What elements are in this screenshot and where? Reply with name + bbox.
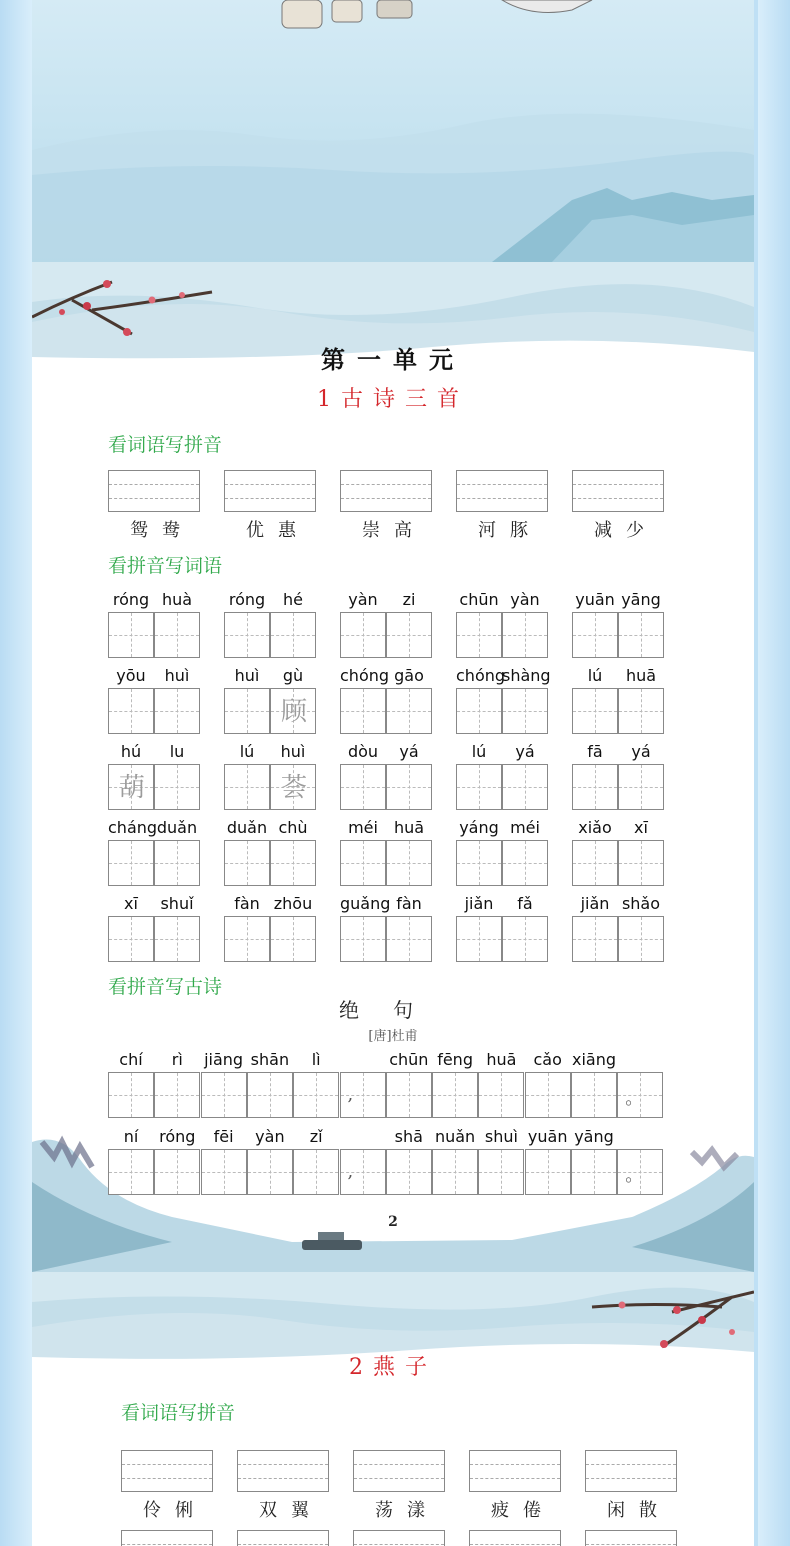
pinyin-syllable: shǎo	[621, 894, 661, 913]
pinyin-answer-box[interactable]	[108, 470, 200, 512]
character-writing-box[interactable]	[386, 688, 432, 734]
word-label: 疲倦	[491, 1500, 555, 1521]
character-writing-box[interactable]	[386, 1072, 432, 1118]
character-writing-box[interactable]	[456, 916, 502, 962]
character-writing-box[interactable]	[525, 1149, 571, 1195]
pinyin-syllable: dòu	[347, 742, 379, 761]
pinyin-syllable: guǎng	[340, 894, 391, 913]
character-writing-box[interactable]	[154, 1072, 200, 1118]
character-writing-box[interactable]	[108, 1149, 154, 1195]
character-writing-box[interactable]	[340, 764, 386, 810]
pinyin-syllable: yuān	[575, 590, 615, 609]
word-label: 鸳鸯	[130, 520, 194, 541]
worksheet-page-2	[32, 1272, 754, 1546]
pinyin-syllable: shā	[394, 1127, 423, 1146]
pinyin-syllable: chóng	[340, 666, 390, 685]
pinyin-syllable: jiǎn	[464, 894, 494, 913]
pinyin-syllable: zhōu	[273, 894, 313, 913]
character-writing-box[interactable]	[154, 612, 200, 658]
character-writing-box[interactable]	[224, 688, 270, 734]
pinyin-syllable: shuì	[484, 1127, 518, 1146]
pinyin-answer-box[interactable]	[469, 1530, 561, 1546]
character-writing-box[interactable]	[571, 1149, 617, 1195]
character-writing-box[interactable]	[224, 764, 270, 810]
pinyin-syllable: xiǎo	[578, 818, 612, 837]
pinyin-answer-box[interactable]	[340, 470, 432, 512]
character-writing-box[interactable]	[572, 612, 618, 658]
lesson-title: 2燕子	[349, 1355, 437, 1380]
pinyin-syllable: méi	[348, 818, 378, 837]
character-writing-box[interactable]	[386, 612, 432, 658]
character-writing-box[interactable]	[571, 1072, 617, 1118]
pinyin-syllable: jiāng	[204, 1050, 244, 1069]
character-writing-box[interactable]	[386, 916, 432, 962]
character-writing-box[interactable]	[340, 688, 386, 734]
section-label-pinyin-to-poem: 看拼音写古诗	[108, 976, 223, 998]
character-writing-box[interactable]	[201, 1072, 247, 1118]
pinyin-syllable: huā	[486, 1050, 517, 1069]
pinyin-syllable: fàn	[396, 894, 422, 913]
character-writing-box[interactable]	[108, 764, 154, 810]
character-writing-box[interactable]	[224, 916, 270, 962]
pinyin-syllable: zǐ	[309, 1127, 323, 1146]
character-writing-box[interactable]	[502, 840, 548, 886]
character-writing-box[interactable]	[386, 764, 432, 810]
character-writing-box[interactable]	[293, 1072, 339, 1118]
character-writing-box[interactable]	[270, 840, 316, 886]
character-writing-box[interactable]	[572, 764, 618, 810]
character-writing-box[interactable]	[340, 1072, 386, 1118]
pinyin-syllable: yuān	[527, 1127, 568, 1146]
character-writing-box[interactable]	[478, 1149, 524, 1195]
poem-author: [唐]杜甫	[368, 1029, 418, 1044]
character-writing-box[interactable]	[270, 764, 316, 810]
pinyin-syllable: rì	[171, 1050, 183, 1069]
pinyin-answer-box[interactable]	[353, 1530, 445, 1546]
pinyin-syllable: lú	[239, 742, 255, 761]
pinyin-answer-box[interactable]	[585, 1450, 677, 1492]
pinyin-syllable: yá	[399, 742, 419, 761]
pinyin-syllable: xī	[634, 818, 648, 837]
character-writing-box[interactable]	[572, 916, 618, 962]
character-writing-box[interactable]	[432, 1149, 478, 1195]
pinyin-syllable: chūn	[389, 1050, 429, 1069]
character-writing-box[interactable]	[270, 916, 316, 962]
character-writing-box[interactable]	[270, 688, 316, 734]
pinyin-syllable: hú	[120, 742, 142, 761]
pinyin-answer-box[interactable]	[469, 1450, 561, 1492]
pinyin-syllable: lì	[311, 1050, 321, 1069]
pinyin-syllable: yàn	[510, 590, 540, 609]
pinyin-syllable: zi	[402, 590, 416, 609]
character-writing-box[interactable]	[456, 612, 502, 658]
word-label: 河豚	[478, 520, 542, 541]
pinyin-syllable: duǎn	[226, 818, 268, 837]
left-frame	[0, 0, 32, 1546]
character-writing-box[interactable]	[201, 1149, 247, 1195]
pinyin-syllable: fǎ	[517, 894, 533, 913]
pinyin-syllable: fā	[587, 742, 603, 761]
pinyin-syllable: huà	[161, 590, 193, 609]
character-hint: 顾	[280, 697, 307, 727]
pinyin-syllable: cǎo	[533, 1050, 562, 1069]
pinyin-syllable: yá	[631, 742, 651, 761]
punctuation-mark: ,	[347, 1161, 354, 1182]
pinyin-syllable: xiāng	[571, 1050, 616, 1069]
pinyin-syllable: shān	[250, 1050, 290, 1069]
character-writing-box[interactable]	[572, 688, 618, 734]
pinyin-syllable: shàng	[502, 666, 551, 685]
pinyin-answer-box[interactable]	[121, 1450, 213, 1492]
pinyin-syllable: lú	[587, 666, 603, 685]
character-writing-box[interactable]	[618, 764, 664, 810]
character-writing-box[interactable]	[340, 916, 386, 962]
pinyin-syllable: yàn	[255, 1127, 285, 1146]
character-writing-box[interactable]	[618, 688, 664, 734]
pinyin-syllable: huì	[234, 666, 260, 685]
pinyin-answer-box[interactable]	[585, 1530, 677, 1546]
character-writing-box[interactable]	[108, 840, 154, 886]
character-writing-box[interactable]	[154, 840, 200, 886]
pinyin-answer-box[interactable]	[237, 1530, 329, 1546]
character-writing-box[interactable]	[502, 764, 548, 810]
character-writing-box[interactable]	[432, 1072, 478, 1118]
pinyin-answer-box[interactable]	[456, 470, 548, 512]
pinyin-syllable: huì	[280, 742, 306, 761]
character-writing-box[interactable]	[154, 916, 200, 962]
top-banner-illustration	[32, 0, 754, 262]
lesson-title: 1古诗三首	[317, 387, 469, 412]
character-writing-box[interactable]	[456, 688, 502, 734]
character-writing-box[interactable]	[154, 764, 200, 810]
pinyin-answer-box[interactable]	[237, 1450, 329, 1492]
character-writing-box[interactable]	[502, 612, 548, 658]
pinyin-syllable: chí	[119, 1050, 143, 1069]
right-frame	[758, 0, 790, 1546]
word-label: 伶俐	[143, 1500, 207, 1521]
character-writing-box[interactable]	[525, 1072, 571, 1118]
word-label: 优惠	[246, 520, 310, 541]
pinyin-answer-box[interactable]	[353, 1450, 445, 1492]
pinyin-answer-box[interactable]	[224, 470, 316, 512]
pinyin-syllable: róng	[228, 590, 266, 609]
section-label-words-to-pinyin: 看词语写拼音	[108, 434, 223, 456]
pinyin-syllable: huā	[625, 666, 657, 685]
character-writing-box[interactable]	[108, 916, 154, 962]
pinyin-syllable: lu	[169, 742, 185, 761]
character-writing-box[interactable]	[502, 688, 548, 734]
pinyin-syllable: lú	[471, 742, 487, 761]
poem-title: 绝句	[339, 998, 447, 1022]
pinyin-syllable: fàn	[234, 894, 260, 913]
pinyin-syllable: hé	[283, 590, 303, 609]
character-writing-box[interactable]	[108, 612, 154, 658]
character-writing-box[interactable]	[456, 840, 502, 886]
section-label-pinyin-to-words: 看拼音写词语	[108, 555, 223, 577]
character-writing-box[interactable]	[154, 1149, 200, 1195]
character-writing-box[interactable]	[247, 1149, 293, 1195]
character-hint: 葫	[118, 773, 145, 803]
character-writing-box[interactable]	[618, 612, 664, 658]
pinyin-syllable: cháng	[108, 818, 158, 837]
word-label: 双翼	[259, 1500, 323, 1521]
character-writing-box[interactable]	[154, 688, 200, 734]
character-writing-box[interactable]	[224, 840, 270, 886]
character-writing-box[interactable]	[340, 1149, 386, 1195]
pinyin-syllable: yàn	[348, 590, 378, 609]
character-writing-box[interactable]	[108, 688, 154, 734]
character-writing-box[interactable]	[572, 840, 618, 886]
pinyin-syllable: gāo	[394, 666, 424, 685]
pinyin-syllable: fēng	[437, 1050, 473, 1069]
character-writing-box[interactable]	[340, 612, 386, 658]
pinyin-syllable: nuǎn	[434, 1127, 476, 1146]
punctuation-mark: 。	[625, 1165, 644, 1186]
pinyin-syllable: róng	[112, 590, 150, 609]
pinyin-syllable: fēi	[213, 1127, 234, 1146]
character-writing-box[interactable]	[618, 840, 664, 886]
character-writing-box[interactable]	[386, 1149, 432, 1195]
character-writing-box[interactable]	[224, 612, 270, 658]
pinyin-syllable: shuǐ	[160, 894, 194, 913]
word-label: 荡漾	[375, 1500, 439, 1521]
pinyin-syllable: yāng	[574, 1127, 614, 1146]
character-writing-box[interactable]	[478, 1072, 524, 1118]
character-writing-box[interactable]	[270, 612, 316, 658]
pinyin-syllable: yá	[515, 742, 535, 761]
character-writing-box[interactable]	[293, 1149, 339, 1195]
punctuation-mark: 。	[625, 1088, 644, 1109]
worksheet-page-1	[32, 262, 754, 1272]
pinyin-syllable: méi	[510, 818, 540, 837]
pinyin-syllable: yōu	[116, 666, 146, 685]
pinyin-syllable: róng	[159, 1127, 196, 1146]
character-writing-box[interactable]	[386, 840, 432, 886]
character-writing-box[interactable]	[247, 1072, 293, 1118]
character-writing-box[interactable]	[340, 840, 386, 886]
word-label: 崇高	[362, 520, 426, 541]
word-label: 减少	[594, 520, 658, 541]
pinyin-syllable: gù	[282, 666, 304, 685]
word-label: 闲散	[607, 1500, 671, 1521]
pinyin-syllable: yáng	[459, 818, 499, 837]
pinyin-syllable: ní	[123, 1127, 139, 1146]
pinyin-syllable: huā	[393, 818, 425, 837]
character-hint: 荟	[280, 773, 307, 803]
pinyin-syllable: chù	[278, 818, 308, 837]
character-writing-box[interactable]	[456, 764, 502, 810]
page-number: 2	[388, 1214, 398, 1230]
pinyin-syllable: huì	[164, 666, 190, 685]
pinyin-syllable: jiǎn	[580, 894, 610, 913]
character-writing-box[interactable]	[502, 916, 548, 962]
section-label-words-to-pinyin: 看词语写拼音	[121, 1402, 236, 1424]
punctuation-mark: ,	[347, 1084, 354, 1105]
pinyin-syllable: chóng	[456, 666, 506, 685]
pinyin-syllable: xī	[124, 894, 138, 913]
pinyin-syllable: duǎn	[156, 818, 198, 837]
unit-title: 第一单元	[321, 345, 465, 374]
character-writing-box[interactable]	[108, 1072, 154, 1118]
character-writing-box[interactable]	[618, 916, 664, 962]
pinyin-answer-box[interactable]	[572, 470, 664, 512]
mountain-landscape-illustration	[32, 0, 754, 262]
pinyin-syllable: yāng	[621, 590, 661, 609]
pinyin-syllable: chūn	[459, 590, 499, 609]
pinyin-answer-box[interactable]	[121, 1530, 213, 1546]
